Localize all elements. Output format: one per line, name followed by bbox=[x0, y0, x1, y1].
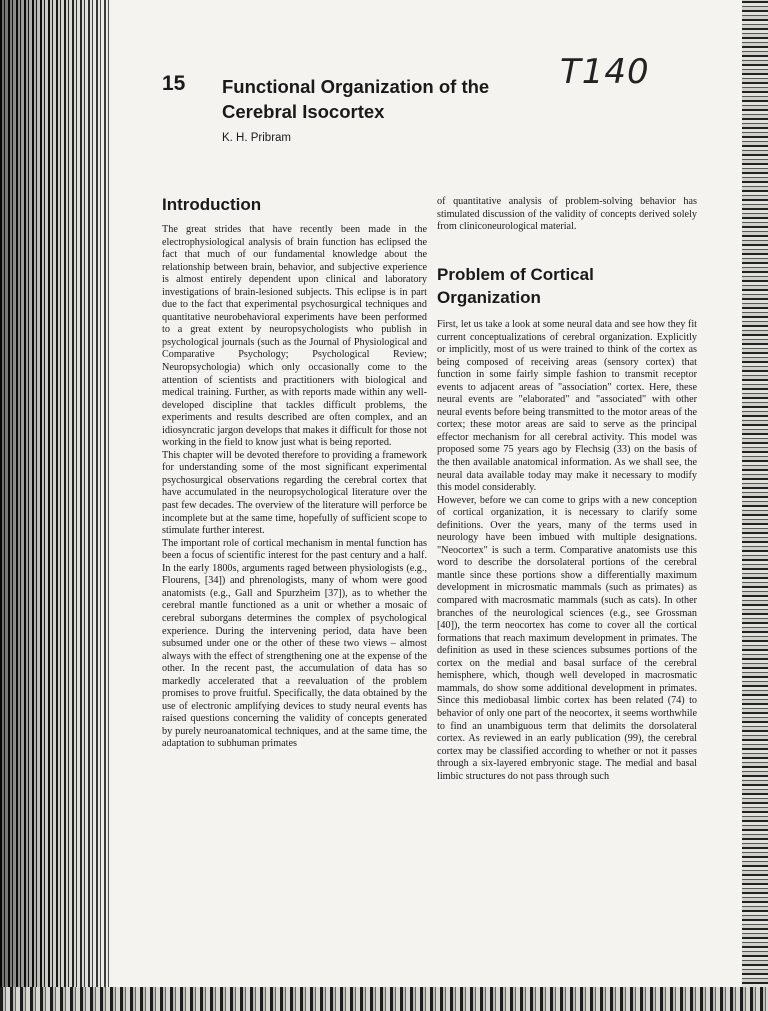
paragraph: of quantitative analysis of problem-solving behavior has stimulated discussion of the validity of concepts derived solely from cliniconeurological material. bbox=[437, 196, 697, 233]
heading-problem-of-cortical-organization: Problem of Cortical Organization bbox=[437, 265, 594, 307]
right-column-continuation bbox=[437, 196, 697, 234]
handwritten-note: T140 bbox=[560, 52, 650, 92]
chapter-number: 15 bbox=[162, 72, 186, 95]
right-column bbox=[437, 319, 697, 783]
heading-introduction: Introduction bbox=[162, 195, 262, 214]
paragraph: However, before we can come to grips with a new conception of cortical organization, it is necessary to clarify some definitions. Over the years, many of the terms used in neurology have been imbued with multiple designations. "Neocortex" is such a term. Comparative anatomists use this word to describe the dorsolateral portions of the cerebral mantle since these portions show a differentially maximum development in microsmatic mammals (such as primates) as compared with macrosmatic mammals (such as cats). In other branches of the neurological sciences (e.g., see Grossman [40]), the term neocortex has come to cover all the cortical formations that reach maximum development in primates. The definition as used in these sciences subsumes portions of the cortex on the medial and basal surface of the cerebral hemisphere, which, though well developed in macrosmatic mammals, do show some additional development in primates. Since this mediobasal limbic cortex has been related (74) to behavior of only one part of the neocortex, it seems worthwhile to find an unambiguous term that delimits the dorsolateral cortex. As reviewed in an early publication (99), the cerebral cortex may be classified according to whether or not it passes through a six-layered embryonic stage. The medial and basal limbic structures do not pass through such bbox=[437, 494, 697, 782]
book-binding-shadow bbox=[0, 0, 112, 1011]
chapter-title: Functional Organization of the Cerebral Isocortex bbox=[222, 76, 490, 122]
page-edge-bottom bbox=[0, 987, 768, 1011]
page-edge-right bbox=[742, 0, 768, 1011]
left-column bbox=[162, 224, 427, 751]
chapter-author: K. H. Pribram bbox=[222, 132, 292, 144]
paragraph: The great strides that have recently been made in the electrophysiological analysis of brain function has eclipsed the fact that much of our fundamental knowledge about the relationship between brain, behavior, and subjective experience is almost entirely dependent upon clinical and laboratory investigations of brain-lesioned subjects. This eclipse is in part due to the fact that experimental psychosurgical techniques and quantitative neurobehavioral experiments have been performed to a great extent by neuropsychologists who publish in psychological journals (such as the Journal of Physiological and Comparative Psychology; Psychological Review; Neuropsychologia) which only occasionally come to the attention of scientists and practitioners with biological and medical training. Further, as with reports made within any well-developed discipline that tackles difficult problems, the experiments and results described are often complex, and an idiosyncratic jargon develops that makes it difficult for those not working in the field to know just what is being reported. bbox=[162, 224, 427, 449]
paragraph: First, let us take a look at some neural data and see how they fit current conceptualizations of cerebral organization. Explicitly or implicitly, most of us were trained to think of the cortex as being composed of receiving areas (sensory cortex) that function in some fairly simple fashion to transmit receptor events to adjacent areas of "association" cortex. Here, these neural events are "elaborated" and "associated" with other neural events before being transmitted to the motor areas of the cortex; these motor areas are said to serve as the principal effector mechanism for all cerebral activity. This model was proposed some 75 years ago by Flechsig (33) on the basis of the then available anatomical information. As we shall see, the neural data available today may make it necessary to modify this model considerably. bbox=[437, 319, 697, 494]
paragraph: This chapter will be devoted therefore to providing a framework for understanding some of the most significant experimental psychosurgical observations regarding the cerebral cortex that have accumulated in the neuropsychological literature over the past few decades. The overview of the literature will perforce be incomplete but at the same time, hopefully of sufficient scope to stimulate further interest. bbox=[162, 449, 427, 537]
paragraph: The important role of cortical mechanism in mental function has been a focus of scientific interest for the past century and a half. In the early 1800s, arguments raged between physiologists (e.g., Flourens, [34]) and phrenologists, many of whom were good anatomists (e.g., Gall and Spurzheim [37]), as to whether the cerebral mantle functioned as a unit or whether a mosaic of cerebral suborgans determines the complex of psychological experience. During the intervening period, data have been subsumed under one or the other of these two views – almost always with the effect of strengthening one at the expense of the other. In the recent past, the accumulation of data has so markedly accelerated that a reevaluation of the problem promises to prove fruitful. Specifically, the data obtained by the use of electronic amplifying devices to study neural events has raised questions concerning the validity of concepts generated by purely neuroanatomical techniques, and at the same time, the adaptation to subhuman primates bbox=[162, 537, 427, 750]
